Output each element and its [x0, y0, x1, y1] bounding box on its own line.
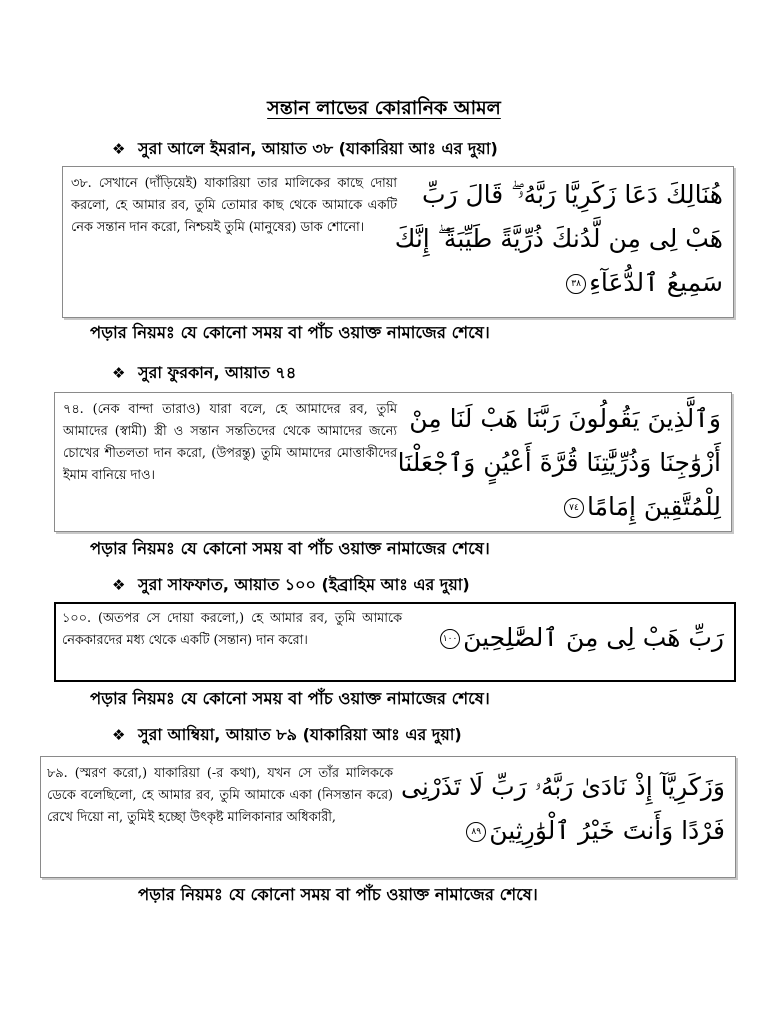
translation-text: ৭৪. (নেক বান্দা তারাও) যারা বলে, হে আমাদের রব, তুমি আমাদের (স্বামী) স্ত্রী ও সন্তান সন্ততিদের থেকে আমাদের জন্যে চোখের শীতলতা দান করো, (উপরন্তু) তুমি আমাদের মোত্তাকীদের ইমাম বানিয়ে দাও।: [63, 402, 397, 483]
diamond-bullet-icon: ❖: [112, 726, 126, 744]
heading-text: সুরা আম্বিয়া, আয়াত ৮৯ (যাকারিয়া আঃ এর দুয়া): [138, 725, 462, 744]
arabic-line-text: فَرْدًا وَأَنتَ خَيْرُ ٱلْوَٰرِثِينَ: [489, 816, 725, 845]
verse-box-al-imran-38: [62, 166, 734, 318]
section-heading-saffat: [112, 572, 470, 599]
diamond-bullet-icon: ❖: [112, 140, 126, 158]
arabic-line-text: لِلْمُتَّقِينَ إِمَامًا: [586, 492, 721, 521]
arabic-line: [403, 261, 723, 305]
diamond-bullet-icon: ❖: [112, 576, 126, 594]
diamond-bullet-icon: ❖: [112, 364, 126, 382]
arabic-verse: [394, 173, 723, 305]
ayah-number-icon: ١٠٠: [440, 629, 460, 649]
page-title: সন্তান লাভের কোরানিক আমল: [267, 97, 501, 119]
translation-text: ৩৮. সেখানে (দাঁড়িয়েই) যাকারিয়া তার মালিকের কাছে দোয়া করলো, হে আমার রব, তুমি তোমার কাছ থেকে আমাকে একটি নেক সন্তান দান করো, নিশ্চয়ই তুমি (মানুষের) ডাক শোনো।: [71, 176, 397, 235]
arabic-line-text: سَمِيعُ ٱلدُّعَآءِ: [589, 268, 723, 297]
reading-rule: পড়ার নিয়মঃ যে কোনো সময় বা পাঁচ ওয়াক্ত নামাজের শেষে।: [90, 689, 490, 708]
arabic-line: وَٱلَّذِينَ يَقُولُونَ رَبَّنَا هَبْ لَنَا مِنْ: [409, 404, 721, 433]
arabic-line: [405, 809, 725, 853]
arabic-line: [401, 485, 721, 529]
ayah-number-icon: ٨٩: [466, 822, 486, 842]
arabic-verse: [424, 616, 724, 660]
ayah-number-icon: ٣٨: [566, 274, 586, 294]
ayah-number-icon: ٧٤: [564, 498, 584, 518]
arabic-line: أَزْوَٰجِنَا وَذُرِّيَّٰتِنَا قُرَّةَ أَعْيُنٍ وَٱجْعَلْنَا: [397, 448, 721, 477]
arabic-line: هَبْ لِى مِن لَّدُنكَ ذُرِّيَّةً طَيِّبَةً ۖ إِنَّكَ: [394, 224, 723, 253]
arabic-verse: [401, 765, 725, 853]
reading-rule: পড়ার নিয়মঃ যে কোনো সময় বা পাঁচ ওয়াক্ত নামাজের শেষে।: [90, 539, 490, 558]
verse-box-anbiya-89: [40, 756, 736, 878]
heading-text: সুরা ফুরকান, আয়াত ৭৪: [138, 363, 297, 382]
section-heading-furqan: [112, 360, 296, 387]
arabic-line-text: رَبِّ هَبْ لِى مِنَ ٱلصَّٰلِحِينَ: [463, 623, 724, 652]
verse-box-saffat-100: [54, 602, 736, 682]
section-heading-al-imran: [112, 136, 498, 163]
heading-text: সুরা আলে ইমরান, আয়াত ৩৮ (যাকারিয়া আঃ এর দুয়া): [138, 139, 498, 158]
arabic-line: [424, 616, 724, 660]
translation-text: ৮৯. (স্মরণ করো,) যাকারিয়া (-র কথা), যখন সে তাঁর মালিককে ডেকে বলেছিলো, হে আমার রব, তুমি আমাকে একা (নিসন্তান করে) রেখে দিয়ো না, তুমিই হচ্ছো উৎকৃষ্ট মালিকানার অধিকারী,: [47, 766, 393, 825]
arabic-verse: [397, 397, 721, 529]
heading-text: সুরা সাফফাত, আয়াত ১০০ (ইব্রাহিম আঃ এর দুয়া): [138, 575, 470, 594]
reading-rule: পড়ার নিয়মঃ যে কোনো সময় বা পাঁচ ওয়াক্ত নামাজের শেষে।: [138, 885, 538, 904]
arabic-line: وَزَكَرِيَّآ إِذْ نَادَىٰ رَبَّهُۥ رَبِّ لَا تَذَرْنِى: [401, 772, 725, 801]
arabic-line: هُنَالِكَ دَعَا زَكَرِيَّا رَبَّهُۥ ۖ قَالَ رَبِّ: [421, 180, 723, 209]
translation-text: ১০০. (অতপর সে দোয়া করলো,) হে আমার রব, তুমি আমাকে নেককারদের মধ্য থেকে একটি (সন্তান) দান করো।: [62, 611, 402, 648]
verse-box-furqan-74: [54, 392, 732, 532]
section-heading-anbiya: [112, 722, 462, 749]
reading-rule: পড়ার নিয়মঃ যে কোনো সময় বা পাঁচ ওয়াক্ত নামাজের শেষে।: [90, 323, 490, 342]
